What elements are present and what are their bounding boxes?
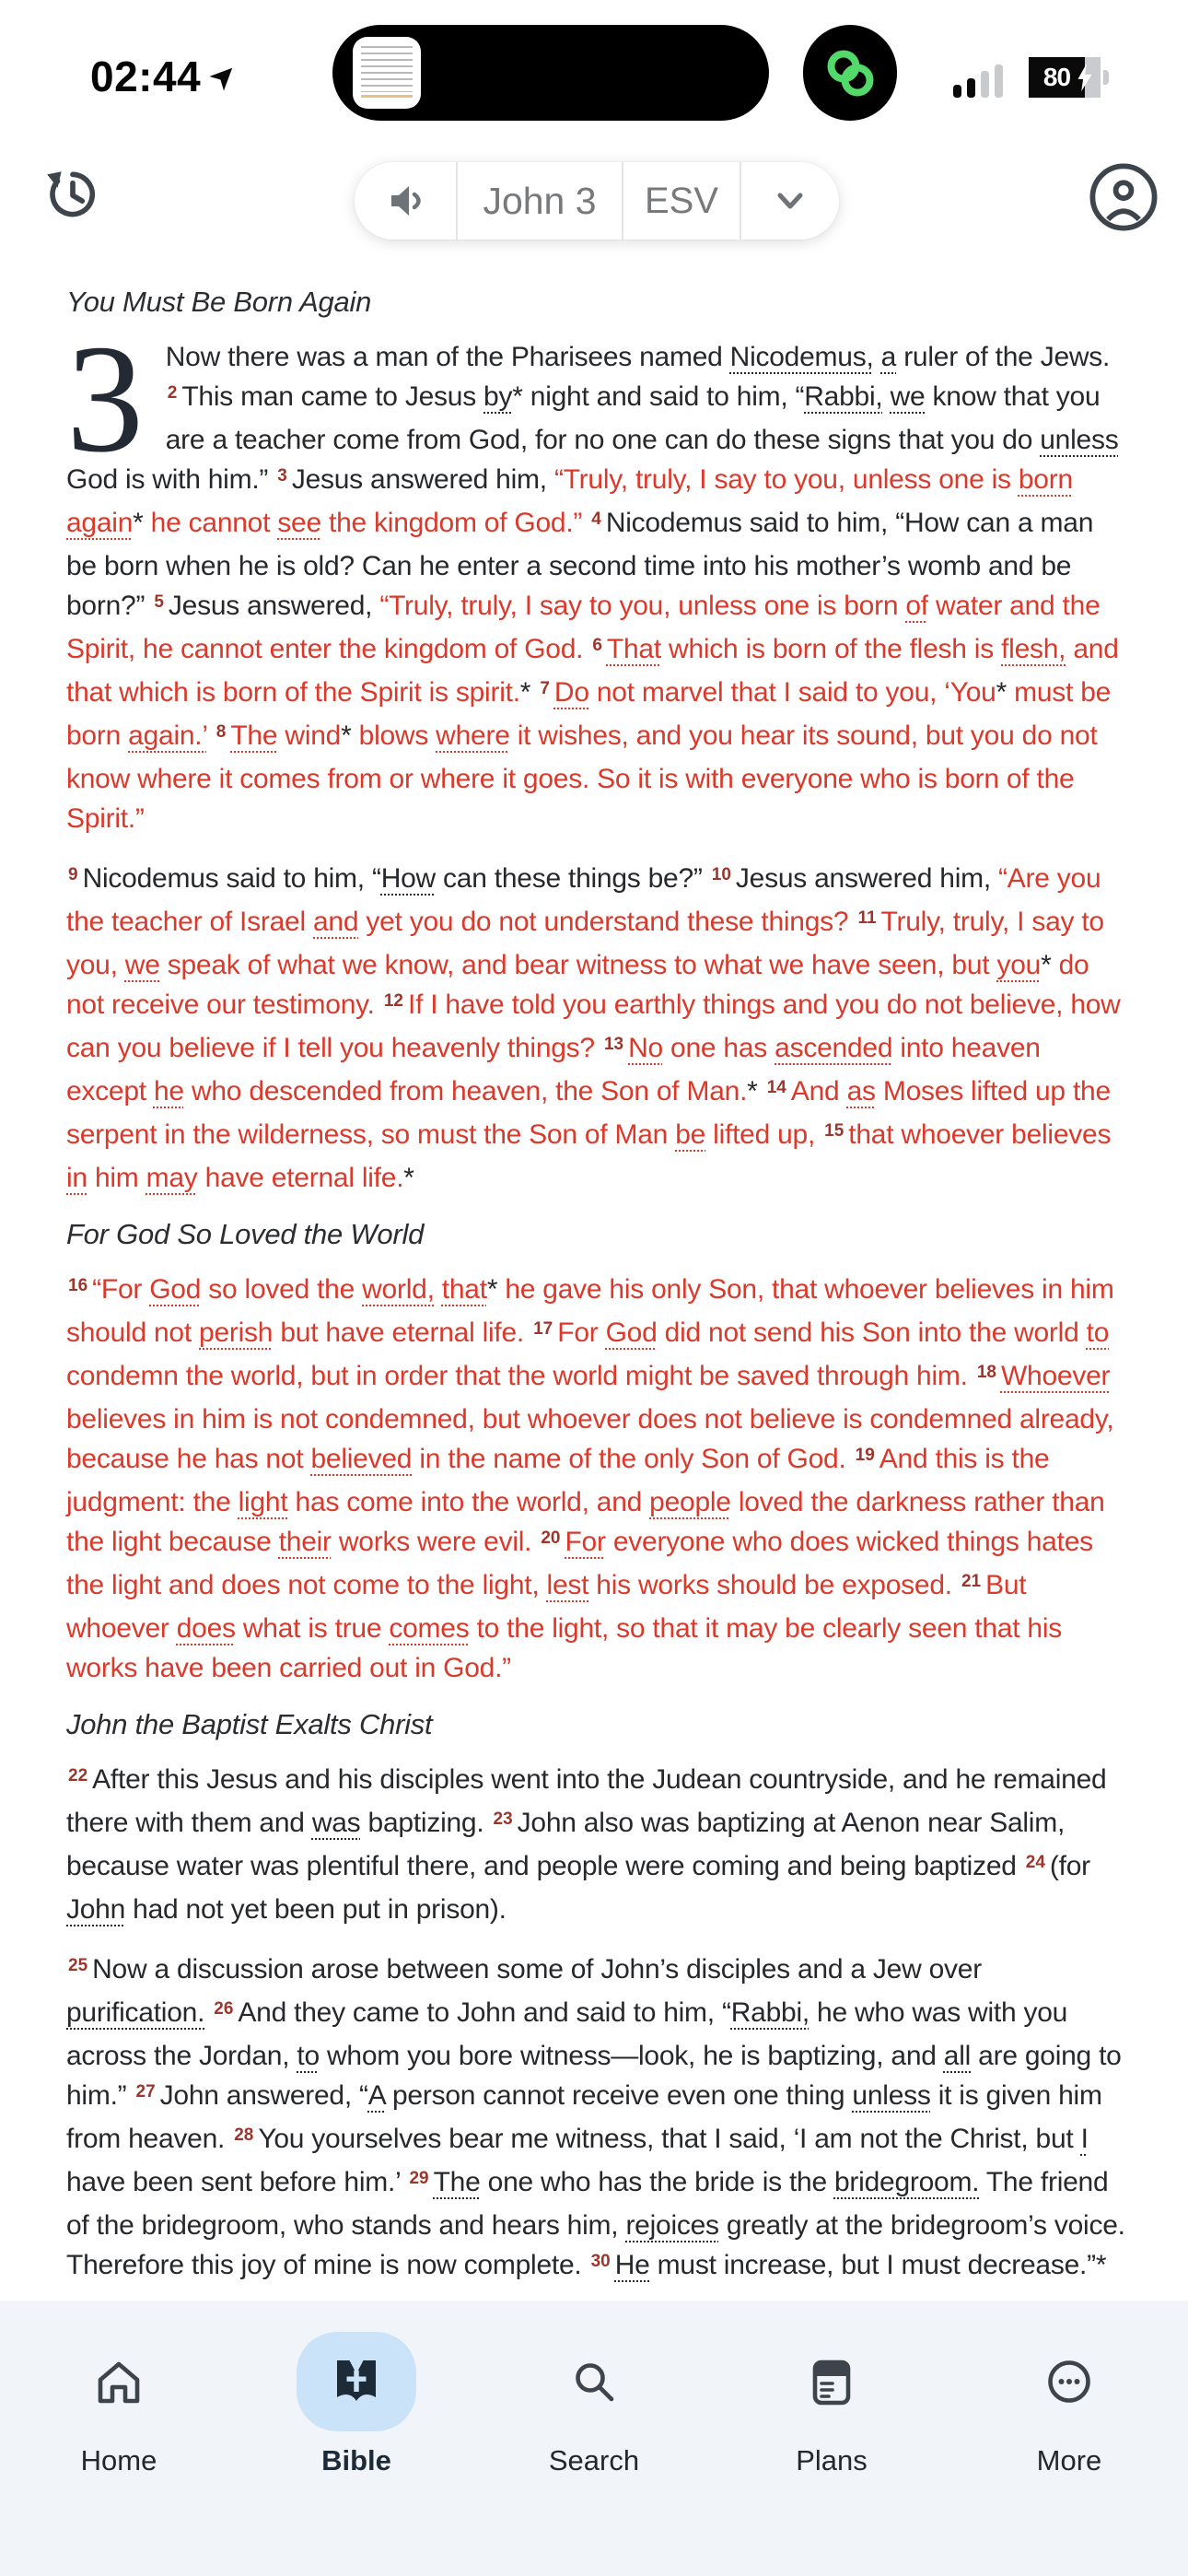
verse-text: wind [277,720,342,751]
verse-number: 16 [68,1276,88,1295]
nav-item-more[interactable] [950,2301,1188,2576]
crossref-word[interactable]: of [905,591,928,621]
reference-label: John 3 [483,179,597,222]
bible-icon [327,2352,386,2411]
nav-item-plans[interactable] [713,2301,950,2576]
crossref-word[interactable]: their [278,1527,332,1557]
crossref-word[interactable]: bridegroom. [833,2167,980,2197]
crossref-word[interactable]: The [230,720,278,751]
verse-text: Jesus answered, [168,591,380,621]
crossref-word[interactable]: see [277,508,321,538]
verse-text: John answered, “ [159,2080,368,2111]
crossref-word[interactable]: by [483,381,513,412]
verse-number: 22 [68,1766,88,1786]
link-rings-icon [816,39,884,107]
verse-text: one who has the bride is the [480,2167,834,2197]
crossref-word[interactable]: rejoices [625,2210,719,2241]
reader-header [0,147,1188,267]
battery-icon [1029,57,1112,98]
charging-bolt-icon [1072,64,1098,91]
crossref-word[interactable]: The [433,2167,481,2197]
verse-text: can these things be?” [435,863,710,894]
crossref-word[interactable]: again.’ [128,720,207,751]
chevron-down-icon [769,182,811,219]
verse-text: “Are you the teacher of Israel [66,863,1101,937]
crossref-word[interactable]: light [238,1487,288,1517]
verse-number: 15 [824,1121,844,1141]
verse-text: must increase, but I must decrease.” [649,2250,1096,2280]
crossref-word[interactable]: lest [546,1570,589,1600]
crossref-word[interactable]: to [297,2041,320,2071]
verse-text: to the light, so that it may be clearly seen that his works have been carried out in God.” [66,1613,1062,1683]
verse-text: do not receive our testimony. [66,950,1089,1020]
reference-button[interactable] [458,162,623,240]
verse-number: 23 [493,1809,513,1829]
verse-number: 20 [541,1528,561,1548]
link-rings-indicator[interactable] [803,25,897,121]
nav-item-home[interactable] [0,2301,238,2576]
crossref-word[interactable]: John [66,1894,126,1925]
verse-text: everyone who does wicked things hates the light and does not come to the light, [66,1527,1093,1600]
verse-paragraph [66,1760,1127,1929]
verse-text: in the name of the only Son of God. [412,1444,854,1474]
verse-text: what is true [235,1613,390,1644]
translation-button[interactable] [623,162,741,240]
footnote-asterisk[interactable]: * [133,508,144,538]
crossref-word[interactable]: may [146,1163,198,1193]
verse-number: 18 [976,1363,996,1382]
verse-text: God is with him.” [66,464,276,495]
footnote-asterisk[interactable]: * [512,381,523,412]
verse-number: 3 [277,466,287,486]
crossref-word[interactable]: A [367,2080,385,2111]
verse-text: The friend of the bridegroom, who stands and hears him, [66,2167,1109,2241]
verse-number: 24 [1025,1853,1045,1872]
verse-text: he cannot [143,508,278,538]
verse-text: so loved the [201,1274,363,1305]
dynamic-island[interactable] [332,25,769,121]
nav-item-bible[interactable] [238,2301,475,2576]
verse-text: have been sent before him.’ [66,2167,408,2197]
section-heading: John the Baptist Exalts Christ [66,1708,433,1740]
crossref-word[interactable]: be [675,1119,706,1150]
verse-number: 17 [533,1319,553,1339]
verse-text: he who was with you across the Jordan, [66,1997,1068,2071]
crossref-word[interactable]: people [649,1487,731,1517]
verse-text: If I have told you earthly things and you do not believe, how can you believe if I tell you heavenly things? [66,989,1121,1063]
history-icon [41,162,105,227]
verse-text: into heaven except [66,1033,1041,1107]
crossref-word[interactable]: we [890,381,926,412]
verse-text: baptizing. [360,1808,492,1838]
verse-text [882,381,890,412]
verse-text: lifted up, [705,1119,823,1150]
verse-text: had not yet been put in prison). [125,1894,507,1925]
verse-text: have eternal life. [197,1163,404,1193]
verse-text: he gave his only Son, that whoever believes in him should not [66,1274,1114,1348]
verse-text: And this is the judgment: the [66,1444,1050,1517]
crossref-word[interactable]: For [565,1527,606,1557]
crossref-word[interactable]: unless [1040,425,1119,455]
verse-paragraph [66,313,1127,838]
verse-text: must be born [66,677,1112,751]
footnote-asterisk[interactable]: * [996,677,1007,708]
verse-text: “Truly, truly, I say to you, unless one is [553,464,1019,495]
verse-paragraph [66,1270,1127,1688]
verse-text: Truly, truly, I say to you, [66,907,1104,980]
bible-text [66,286,1127,2289]
verse-text: For [557,1317,606,1348]
verse-text: Jesus answered him, [735,863,999,894]
thumbnail-text-lines [361,46,413,92]
scripture-scroll-area[interactable] [66,286,1127,2359]
profile-button[interactable] [1085,158,1162,236]
history-button[interactable] [41,162,105,227]
verse-text: (for [1049,1851,1090,1881]
verse-text: which is born of the flesh is [660,634,1002,664]
crossref-word[interactable]: God [149,1274,202,1305]
nav-label-home: Home [80,2444,157,2476]
verse-text: who descended from heaven, the Son of Man. [183,1076,748,1107]
verse-number: 19 [855,1446,875,1465]
home-icon [89,2352,148,2411]
crossref-word[interactable]: to [1086,1317,1110,1348]
verse-number: 30 [590,2252,611,2271]
crossref-word[interactable]: unless [852,2080,931,2111]
verse-text: Jesus answered him, [291,464,554,495]
footnote-asterisk[interactable]: * [341,720,352,751]
verse-text: But whoever [66,1570,1027,1644]
crossref-word[interactable]: purification. [66,1997,205,2028]
footnote-asterisk[interactable]: * [747,1076,758,1107]
status-bar [0,0,1188,138]
more-icon [1040,2352,1099,2411]
verse-text: greatly at the bridegroom’s voice. Therefore this joy of mine is now complete. [66,2210,1125,2280]
crossref-word[interactable]: ascended [775,1033,893,1063]
audio-button[interactable] [355,162,458,240]
crossref-word[interactable]: Nicodemus, [729,342,874,372]
footnote-asterisk[interactable]: * [486,1274,498,1305]
crossref-word[interactable]: that [441,1274,487,1305]
bottom-nav [0,2301,1188,2576]
verse-number: 21 [961,1572,982,1591]
plans-icon [802,2352,861,2411]
crossref-word[interactable]: Do [553,677,589,708]
crossref-word[interactable]: he [153,1076,184,1107]
verse-text [758,1076,765,1107]
crossref-word[interactable]: was [311,1808,361,1838]
crossref-word[interactable]: and [313,907,359,937]
crossref-word[interactable]: Whoever [1000,1361,1111,1391]
verse-text: has come into the world, and [287,1487,650,1517]
verse-number: 14 [766,1078,786,1097]
footnote-asterisk[interactable]: * [403,1163,414,1193]
crossref-word[interactable]: you [996,950,1042,980]
verse-text: not marvel that I said to you, ‘You [588,677,996,708]
translation-label: ESV [644,180,719,221]
verse-text: And they came to John and said to him, “ [238,1997,731,2028]
verse-text: one has [662,1033,775,1063]
crossref-word[interactable]: flesh, [1001,634,1066,664]
footnote-asterisk[interactable]: * [1095,2250,1107,2280]
search-icon [565,2352,623,2411]
verse-number: 25 [68,1956,88,1975]
profile-icon [1085,158,1162,236]
crossref-word[interactable]: Rabbi, [804,381,883,412]
verse-text: “Truly, truly, I say to you, unless one is born [379,591,906,621]
verse-text: works were evil. [331,1527,540,1557]
verse-text: loved the darkness rather than the light because [66,1487,1105,1557]
crossref-word[interactable]: world, [362,1274,435,1305]
crossref-word[interactable]: Rabbi, [730,1997,809,2028]
section-heading: For God So Loved the World [66,1218,425,1250]
verse-text: speak of what we know, and bear witness to what we have seen, but [159,950,997,980]
section-heading: You Must Be Born Again [66,286,372,318]
crossref-word[interactable]: where [436,720,510,751]
crossref-word[interactable]: No [628,1033,663,1063]
verse-text: person cannot receive even one thing [384,2080,853,2111]
verse-text: Nicodemus said to him, “ [82,863,381,894]
verse-number: 13 [603,1035,624,1054]
verse-text: John also was baptizing at Aenon near Salim, because water was plentiful there, and people were coming and being baptized [66,1808,1066,1881]
verse-text: blows [351,720,437,751]
crossref-word[interactable]: believed [310,1444,413,1474]
live-activity-thumbnail[interactable] [353,37,421,109]
verse-text: him [87,1163,146,1193]
crossref-word[interactable]: we [124,950,160,980]
crossref-word[interactable]: perish [199,1317,274,1348]
verse-text [207,720,215,751]
verse-text: Now a discussion arose between some of John’s disciples and a Jew over [92,1954,982,1985]
verse-text: did not send his Son into the world [657,1317,1087,1348]
crossref-word[interactable]: I [1080,2124,1089,2154]
speaker-icon [385,181,425,221]
location-arrow-icon [210,63,238,90]
verse-text: This man came to Jesus [181,381,484,412]
verse-number: 28 [234,2125,254,2145]
verse-text: You yourselves bear me witness, that I said, ‘I am not the Christ, but [258,2124,1081,2154]
crossref-word[interactable]: all [943,2041,972,2071]
status-time [90,52,238,101]
verse-text: his works should be exposed. [588,1570,960,1600]
verse-text: whom you bore witness—look, he is baptizing, and [319,2041,944,2071]
verse-text: Now there was a man of the Pharisees named [165,342,730,372]
verse-number: 2 [167,383,178,403]
footnote-asterisk[interactable]: * [519,677,531,708]
verse-text: that whoever believes [848,1119,1112,1150]
verse-text: and that which is born of the Spirit is spirit. [66,634,1119,708]
verse-text: Nicodemus said to him, “How can a man be born when he is old? Can he enter a second time into his mother’s womb and be born?” [66,508,1094,621]
verse-text: but have eternal life. [273,1317,532,1348]
verse-number: 9 [68,865,78,884]
verse-text: it wishes, and you hear its sound, but you do not know where it comes from or where it goes. So it is with everyone who is born of the Spirit.” [66,720,1098,834]
verse-text: night and said to him, “ [522,381,805,412]
battery-percent: 80 [1042,63,1071,91]
crossref-word[interactable]: as [846,1076,876,1107]
verse-number: 29 [409,2169,429,2188]
verse-text [435,1274,442,1305]
verse-text: After this Jesus and his disciples went into the Judean countryside, and he remained there with them and [66,1764,1107,1838]
nav-label-more: More [1036,2444,1102,2476]
crossref-word[interactable]: comes [389,1613,470,1644]
verse-paragraph [66,859,1127,1198]
verse-text: yet you do not understand these things? [358,907,856,937]
thumbnail-accent-line [361,95,413,98]
chapter-pill [355,162,839,240]
verse-text: ruler of the Jews. [896,342,1111,372]
verse-number: 10 [711,865,731,884]
verse-number: 6 [592,636,602,655]
nav-label-bible: Bible [321,2444,391,2476]
verse-number: 11 [857,908,877,928]
verse-text: condemn the world, but in order that the world might be saved through him. [66,1361,975,1391]
crossref-word[interactable]: That [606,634,661,664]
verse-number: 26 [214,1999,234,2019]
crossref-word[interactable]: God [605,1317,658,1348]
clock-text: 02:44 [90,53,202,100]
verse-text: Moses lifted up the serpent in the wilderness, so must the Son of Man [66,1076,1111,1150]
verse-text: believes in him is not condemned, but whoever does not believe is condemned already, because he has not [66,1404,1114,1474]
verse-number: 4 [591,509,601,529]
verse-number: 12 [383,991,403,1011]
crossref-word[interactable]: does [176,1613,236,1644]
verse-text: water and the Spirit, he cannot enter the kingdom of God. [66,591,1101,664]
verse-number: 5 [154,592,164,612]
verse-text: And [790,1076,847,1107]
verse-text [530,677,538,708]
verse-number: 7 [540,679,550,698]
footnote-asterisk[interactable]: * [1041,950,1052,980]
chapter-number: 3 [66,313,144,485]
verse-number: 8 [215,722,227,742]
verse-paragraph [66,1950,1127,2289]
verse-text: know that you are a teacher come from God, for no one can do these signs that you do [165,381,1101,455]
verse-text: it is given him from heaven. [66,2080,1102,2154]
verse-text [204,1997,212,2028]
crossref-word[interactable]: born again [66,464,1073,538]
crossref-word[interactable]: How [380,863,436,894]
crossref-word[interactable]: He [614,2250,650,2280]
verse-text: the kingdom of God.” [320,508,590,538]
crossref-word[interactable]: in [66,1163,87,1193]
chevron-button[interactable] [741,162,839,240]
signal-icon [953,57,1018,98]
verse-text [874,342,881,372]
nav-label-plans: Plans [796,2444,868,2476]
nav-label-search: Search [548,2444,640,2476]
verse-text: are going to him.” [66,2041,1122,2111]
verse-text: “For [92,1274,150,1305]
crossref-word[interactable]: a [880,342,897,372]
nav-item-search[interactable] [475,2301,713,2576]
verse-number: 27 [135,2082,156,2102]
